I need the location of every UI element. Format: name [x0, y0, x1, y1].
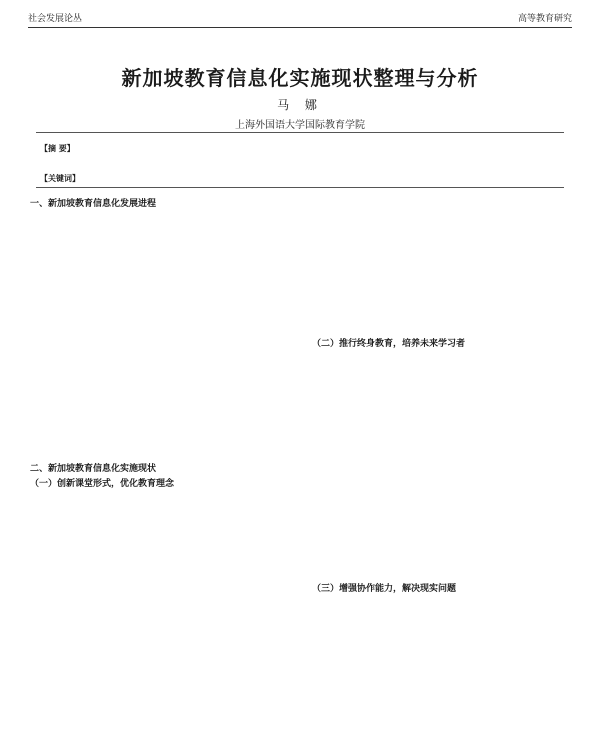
abstract-box: [36, 132, 564, 188]
subsection-heading: （一）创新课堂形式，优化教育理念: [30, 479, 175, 489]
subsection-heading: （三）增强协作能力，解决现实问题: [312, 584, 457, 594]
section-heading: 二、新加坡教育信息化实施现状: [30, 464, 157, 474]
keywords-label: 【关键词】: [40, 174, 80, 183]
article-title: 新加坡教育信息化实施现状整理与分析: [121, 66, 479, 90]
header-journal: 社会发展论丛: [28, 14, 83, 24]
running-header: [28, 8, 572, 28]
right-column: [312, 196, 570, 596]
article-affiliation: 上海外国语大学国际教育学院: [235, 120, 365, 131]
abstract-label: 【摘 要】: [40, 144, 75, 153]
subsection-heading: （二）推行终身教育，培养未来学习者: [312, 339, 466, 349]
left-column: [30, 196, 288, 491]
header-section: 高等教育研究: [517, 14, 572, 24]
section-heading: 一、新加坡教育信息化发展进程: [30, 199, 157, 209]
article-author: 马 娜: [277, 98, 323, 112]
